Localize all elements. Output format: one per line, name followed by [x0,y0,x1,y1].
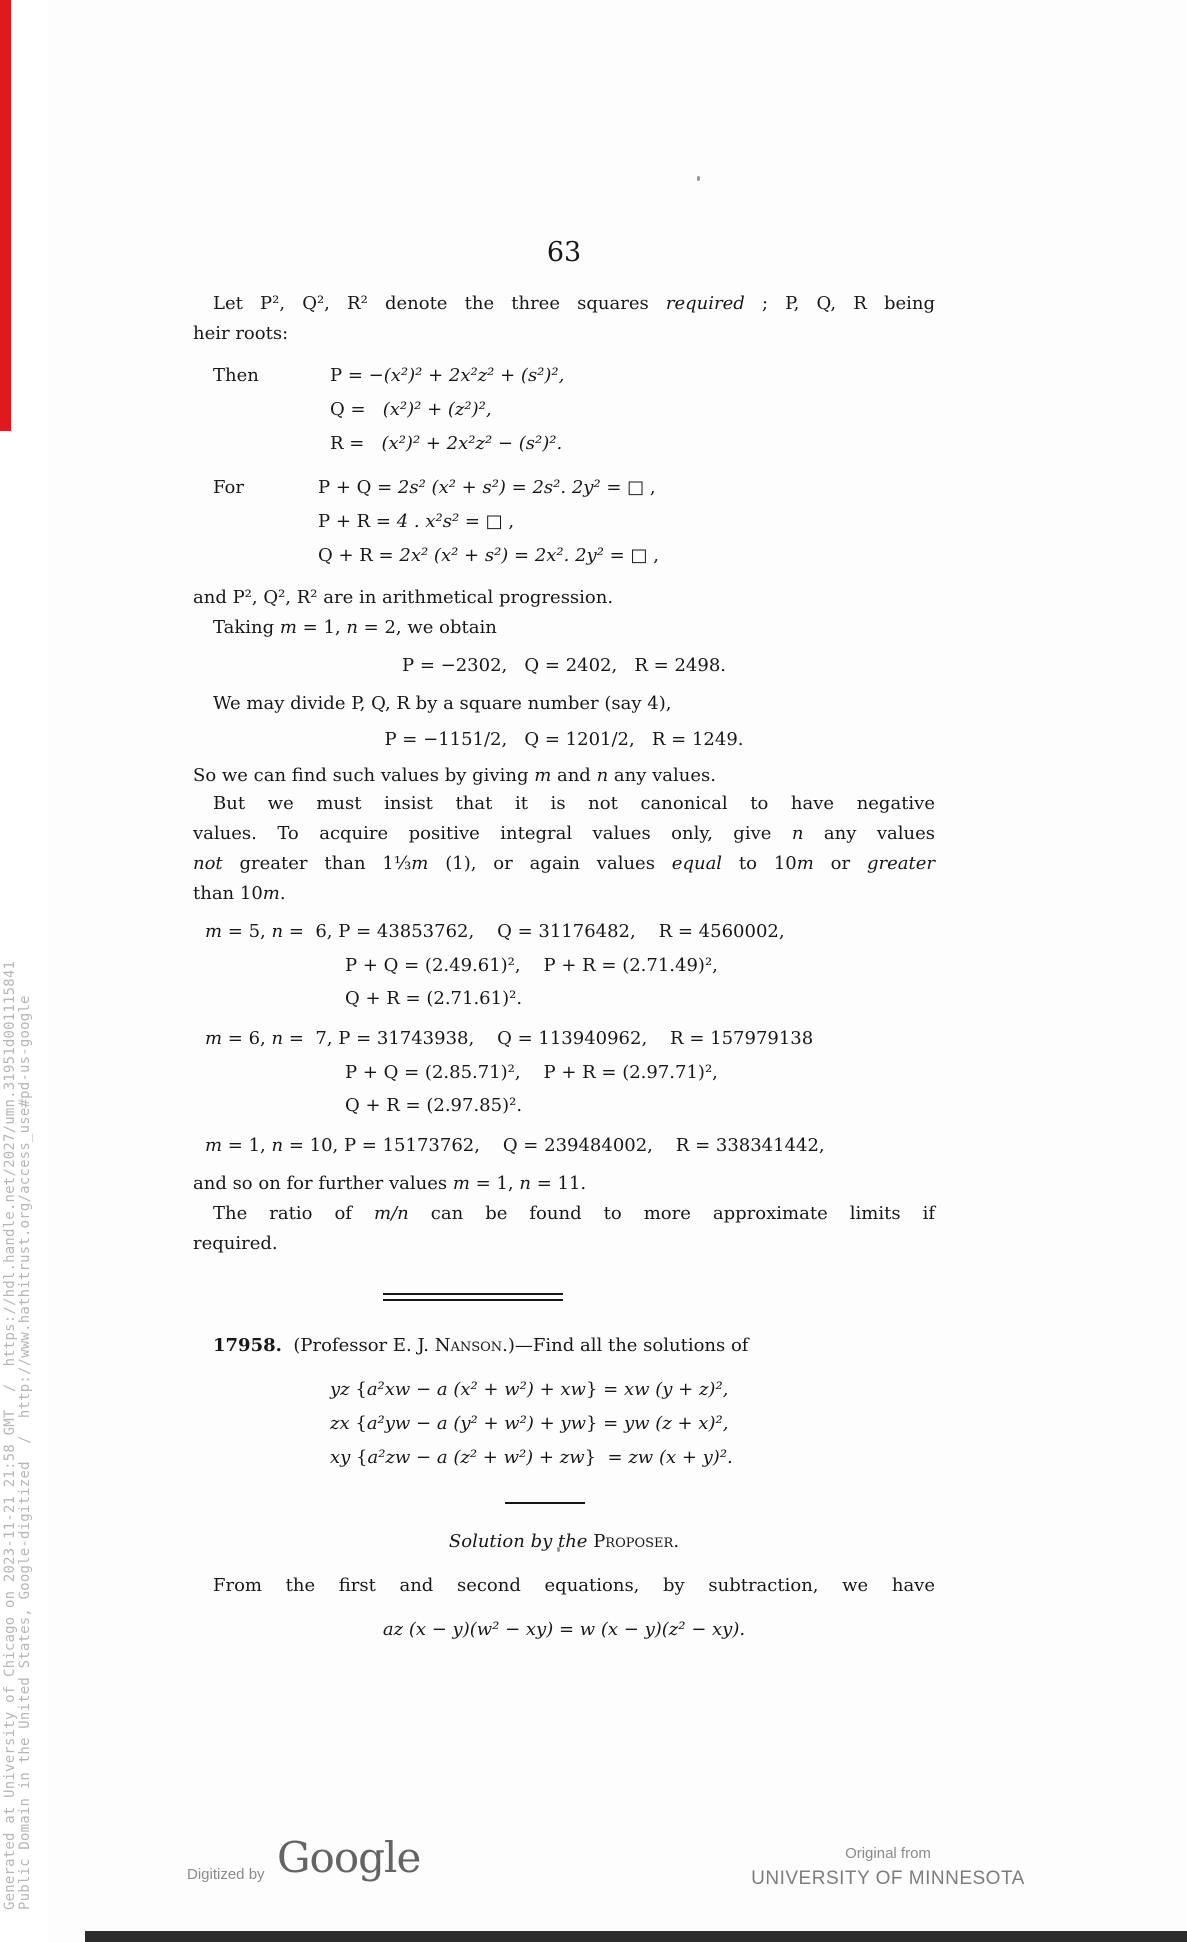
text-line: not greater than 1⅓m (1), or again values equal to 10m or greater [193,853,935,874]
text-line: But we must insist that it is not canonical to have negative [213,793,935,814]
text-line: Let P², Q², R² denote the three squares required ; P, Q, R being [213,293,936,314]
case-line: m = 5, n = 6, P = 43853762, Q = 31176482, R = 4560002, [205,921,785,942]
watermark-generated-line: Generated at University of Chicago on 2023-11-21 21:58 GMT / https://hdl.handle.net/2027/umn.31951d001115841 [2,960,18,1910]
equation-line: zx {a²yw − a (y² + w²) + yw} = yw (z + x)², [330,1413,729,1434]
scan-red-edge-artifact [0,0,11,431]
page-number: 63 [546,237,582,268]
equation-line: Q + R = (2.97.85)². [345,1095,523,1116]
equation-line: R = (x²)² + 2x²z² − (s²)². [330,433,563,454]
equation-line: Q + R = (2.71.61)². [345,988,523,1009]
case-line: m = 1, n = 10, P = 15173762, Q = 239484002, R = 338341442, [205,1135,825,1156]
case-line: m = 6, n = 7, P = 31743938, Q = 113940962, R = 157979138 [205,1028,814,1049]
then-label: Then [213,365,259,386]
equation-line: P + R = 4 . x²s² = □ , [318,511,515,532]
equation-line: P + Q = 2s² (x² + s²) = 2s². 2y² = □ , [318,477,656,498]
digitized-by-label: Digitized by [187,1866,265,1883]
equation-line: yz {a²xw − a (x² + w²) + xw} = xw (y + z)², [330,1379,729,1400]
equation-line: Q + R = 2x² (x² + s²) = 2x². 2y² = □ , [318,545,659,566]
original-from-label: Original from [845,1845,931,1862]
google-logo: Google [277,1833,421,1882]
scan-speck [697,176,700,181]
equation-line: xy {a²zw − a (z² + w²) + zw} = zw (x + y)². [330,1447,733,1468]
text-line: required. [193,1233,278,1254]
for-label: For [213,477,244,498]
text-line: than 10m. [193,883,286,904]
text-line: heir roots: [193,323,289,344]
watermark-public-domain-line: Public Domain in the United States, Google-digitized / http://www.hathitrust.org/access_use#pd-us-google [17,995,33,1910]
equation-line: P = −2302, Q = 2402, R = 2498. [402,655,726,676]
equation-line: P + Q = (2.85.71)², P + R = (2.97.71)², [345,1062,718,1083]
equation-line: Q = (x²)² + (z²)², [330,399,492,420]
scan-bottom-edge-artifact [85,1931,1187,1942]
problem-heading: 17958. (Professor E. J. Nanson.)—Find all the solutions of [213,1335,749,1356]
equation-line: P = −(x²)² + 2x²z² + (s²)², [330,365,565,386]
equation-line: P + Q = (2.49.61)², P + R = (2.71.49)², [345,955,718,976]
short-divider-rule [505,1502,585,1504]
text-line: and P², Q², R² are in arithmetical progression. [193,587,614,608]
text-line: values. To acquire positive integral values only, give n any values [193,823,936,844]
institution-name: UNIVERSITY OF MINNESOTA [751,1868,1025,1889]
section-divider-double-rule [383,1293,563,1301]
text-line: From the first and second equations, by subtraction, we have [213,1575,935,1596]
equation-line: P = −1151/2, Q = 1201/2, R = 1249. [384,729,744,750]
text-line: Taking m = 1, n = 2, we obtain [213,617,497,638]
text-line: We may divide P, Q, R by a square number (say 4), [213,693,672,714]
text-line: and so on for further values m = 1, n = 11. [193,1173,587,1194]
text-line: The ratio of m/n can be found to more approximate limits if [213,1203,935,1224]
solution-heading: Solution by the Proposer. [448,1531,680,1552]
text-line: So we can find such values by giving m and n any values. [193,765,716,786]
equation-line: az (x − y)(w² − xy) = w (x − y)(z² − xy). [382,1619,746,1640]
